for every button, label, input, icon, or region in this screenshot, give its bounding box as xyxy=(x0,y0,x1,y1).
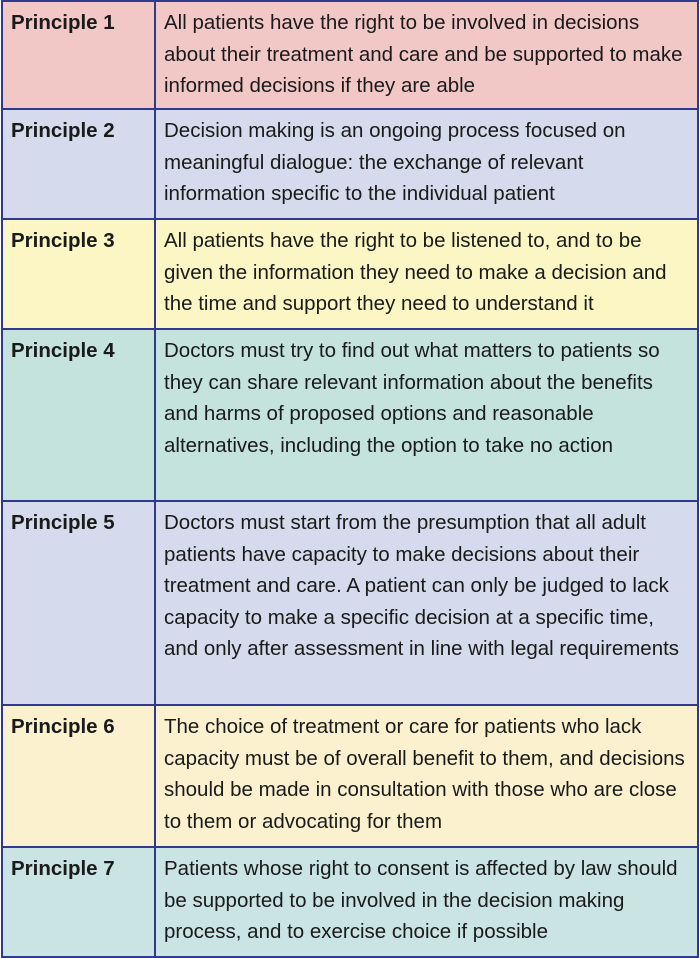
principle-row-5 xyxy=(2,501,698,705)
principle-label: Principle 5 xyxy=(2,501,155,705)
principle-text: Doctors must try to find out what matters to patients so they can share relevant information about the benefits and harms of proposed options and reasonable alternatives, including the option to take no action xyxy=(155,329,698,501)
principle-label: Principle 7 xyxy=(2,847,155,957)
principle-label: Principle 3 xyxy=(2,219,155,329)
principle-text: The choice of treatment or care for patients who lack capacity must be of overall benefit to them, and decisions should be made in consultation with those who are close to them or advocating for them xyxy=(155,705,698,847)
principle-text: All patients have the right to be involved in decisions about their treatment and care and be supported to make informed decisions if they are able xyxy=(155,1,698,109)
principle-label: Principle 2 xyxy=(2,109,155,219)
principle-text: Doctors must start from the presumption that all adult patients have capacity to make decisions about their treatment and care. A patient can only be judged to lack capacity to make a specific decision at a specific time, and only after assessment in line with legal requirements xyxy=(155,501,698,705)
principle-label: Principle 6 xyxy=(2,705,155,847)
principle-label: Principle 1 xyxy=(2,1,155,109)
principle-row-2 xyxy=(2,109,698,219)
principles-table xyxy=(1,0,699,958)
principle-row-1 xyxy=(2,1,698,109)
principle-row-3 xyxy=(2,219,698,329)
principle-text: Decision making is an ongoing process focused on meaningful dialogue: the exchange of relevant information specific to the individual patient xyxy=(155,109,698,219)
principle-row-4 xyxy=(2,329,698,501)
principle-row-6 xyxy=(2,705,698,847)
principle-row-7 xyxy=(2,847,698,957)
principle-label: Principle 4 xyxy=(2,329,155,501)
principle-text: Patients whose right to consent is affected by law should be supported to be involved in the decision making process, and to exercise choice if possible xyxy=(155,847,698,957)
principle-text: All patients have the right to be listened to, and to be given the information they need to make a decision and the time and support they need to understand it xyxy=(155,219,698,329)
